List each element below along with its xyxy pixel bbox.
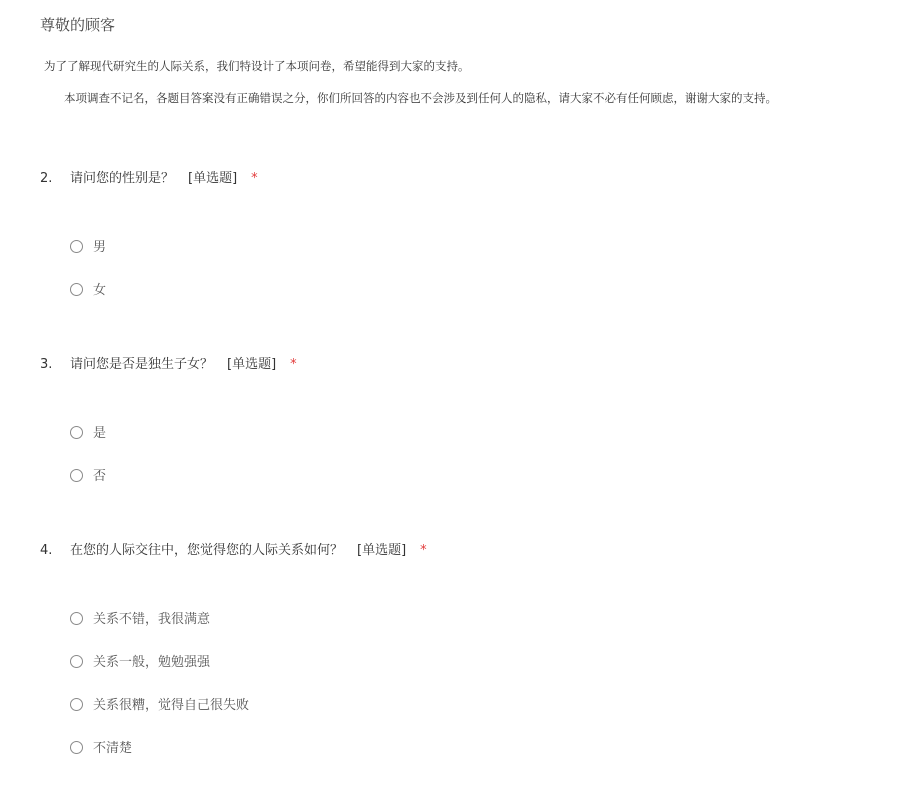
required-marker: * bbox=[251, 171, 258, 186]
question-gender bbox=[40, 169, 880, 298]
radio-unchecked-icon[interactable] bbox=[70, 698, 83, 711]
radio-unchecked-icon[interactable] bbox=[70, 283, 83, 296]
question-text: 在您的人际交往中，您觉得您的人际关系如何？ bbox=[70, 543, 344, 558]
option-label: 不清楚 bbox=[93, 741, 133, 756]
radio-unchecked-icon[interactable] bbox=[70, 612, 83, 625]
question-text: 请问您是否是独生子女？ bbox=[70, 357, 214, 372]
greeting-title: 尊敬的顾客 bbox=[40, 16, 116, 34]
option-label: 否 bbox=[93, 469, 107, 484]
required-marker: * bbox=[420, 543, 427, 558]
question-number: 2. bbox=[40, 171, 53, 186]
option-label: 关系不错，我很满意 bbox=[93, 612, 211, 627]
radio-unchecked-icon[interactable] bbox=[70, 655, 83, 668]
intro-text-2: 本项调查不记名，各题目答案没有正确错误之分，你们所回答的内容也不会涉及到任何人的隐私，请大家不必有任何顾虑，谢谢大家的支持。 bbox=[64, 91, 777, 105]
question-only-child bbox=[40, 355, 880, 484]
option-label: 男 bbox=[93, 240, 107, 255]
question-text: 请问您的性别是？ bbox=[70, 171, 175, 186]
option-label: 关系一般，勉勉强强 bbox=[93, 655, 211, 670]
option-label: 关系很糟，觉得自己很失败 bbox=[93, 698, 250, 713]
radio-unchecked-icon[interactable] bbox=[70, 426, 83, 439]
radio-unchecked-icon[interactable] bbox=[70, 240, 83, 253]
question-number: 3. bbox=[40, 357, 53, 372]
question-title bbox=[40, 541, 880, 561]
required-marker: * bbox=[290, 357, 297, 372]
question-number: 4. bbox=[40, 543, 53, 558]
radio-unchecked-icon[interactable] bbox=[70, 469, 83, 482]
question-type: [单选题] bbox=[227, 357, 277, 372]
intro-text-1: 为了了解现代研究生的人际关系，我们特设计了本项问卷，希望能得到大家的支持。 bbox=[44, 59, 470, 73]
option-label: 是 bbox=[93, 426, 107, 441]
question-text-wrap bbox=[70, 355, 297, 375]
question-text-wrap bbox=[70, 541, 427, 561]
option-label: 女 bbox=[93, 283, 107, 298]
question-title bbox=[40, 355, 880, 375]
radio-unchecked-icon[interactable] bbox=[70, 741, 83, 754]
question-type: [单选题] bbox=[357, 543, 407, 558]
question-type: [单选题] bbox=[188, 171, 238, 186]
question-relationship bbox=[40, 541, 880, 756]
question-title bbox=[40, 169, 880, 189]
question-text-wrap bbox=[70, 169, 258, 189]
